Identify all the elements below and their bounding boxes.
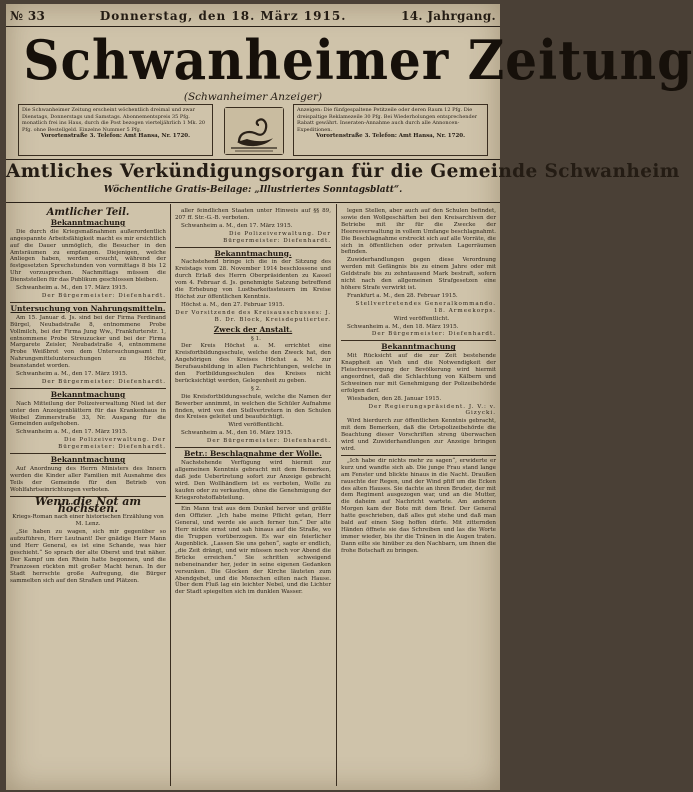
col3-place: Frankfurt a. M., den 28. Februar 1915.: [347, 292, 458, 299]
col2-intro-signature: Die Polizeiverwaltung. Der Bürgermeister: Diefenhardt.: [223, 230, 331, 244]
notice-4-text: Auf Anordnung des Herrn Ministers des Innern werden die Kinder aller Familien mit Ausnahme des Teils der Gemeinde für den Betrieb von Wohlfahrtseinrichtungen verboten.: [10, 466, 166, 493]
masthead-subtitle: (Schwanheimer Anzeiger): [183, 91, 323, 103]
notice-3-date: Schwanheim a. M., den 17. März 1915.: [16, 429, 128, 436]
col3-notice-place: Wiesbaden, den 28. Januar 1915.: [347, 395, 442, 402]
col3-notice-title: Bekanntmachung: [381, 342, 456, 352]
divider: [175, 503, 331, 504]
divider: [341, 455, 496, 456]
divider: [341, 340, 496, 341]
issue-number: № 33: [10, 9, 46, 23]
volume-year: 14. Jahrgang.: [401, 9, 496, 23]
col2-notice-1-place: Höchst a. M., den 27. Februar 1915.: [181, 301, 285, 308]
subscription-address: Vorortenstraße 3. Telefon: Amt Hansa, Nr. 1720.: [40, 133, 191, 139]
wool-notice-text: Nachstehende Verfügung wird hiermit zur allgemeinen Kenntnis gebracht mit dem Bemerken, daß jede Uebertretung sofort zur Anzeige gebracht wird. Den Wollhändlern ist es verboten, Wolle zu kaufen oder zu verkaufen, ohne die Genehmigung der Kriegsrohstoffabteilung.: [175, 460, 331, 501]
col3-notice-signature: Der Regierungspräsident. J. V.: v. Gizycki.: [368, 403, 496, 417]
notice-3-text: Nach Mitteilung der Polizeiverwaltung Nied ist der unter den Anzeigenblättern für das Krankenhaus in Weibel Zimmerstraße 33, Nr. Ausgang für die Gemeinden aufgehoben.: [10, 400, 166, 428]
subscription-text: Die Schwanheimer Zeitung erscheint wöchentlich dreimal und zwar Dienstags, Donnerstags und Samstags. Abonnementspreis 35 Pfg. monatlich frei ins Haus, durch die Post bezogen vierteljährlich 1 Mk. 20 Pfg. ohne Bestellgeld. Einzelne Nummer 5 Pfg.: [22, 107, 206, 133]
divider: [175, 247, 331, 248]
col3-decree: Wird veröffentlicht.: [393, 315, 450, 322]
col2-decree-signature: Der Bürgermeister: Diefenhardt.: [206, 438, 331, 445]
col3-novel-text: „Ich habe dir nichts mehr zu sagen“, erwiderte er kurz und wandte sich ab. Die junge Frau stand lange am Fenster und blickte hinaus in die Nacht. Draußen rauschte der Regen, und der Wind pfiff um die Ecken des alten Hauses. Sie dachte an ihren Bruder, der mit dem Regiment ausgezogen war, und an die Mutter, die daheim auf Nachricht wartete. Am anderen Morgen kam der Bote mit dem Brief. Der General hatte geschrieben, daß alles gut stehe und daß man bald auf einen Sieg hoffen dürfe. Mit zitternden Händen öffnete sie das Schreiben und las die Worte immer wieder, bis ihr die Tränen in die Augen traten. Dann eilte sie hinüber zu den Nachbarn, um ihnen die frohe Botschaft zu bringen.: [341, 457, 496, 554]
body-top-rule: [6, 202, 500, 203]
notice-2-signature: Der Bürgermeister: Diefenhardt.: [41, 378, 166, 385]
col3-notice-text: Mit Rücksicht auf die zur Zeit bestehende Knappheit an Vieh und die Notwendigkeit der Fleischversorgung der Bevölkerung wird hiermit angeordnet, daß die Schlachtung von Kälbern und Schweinen nur mit Genehmigung der Polizeibehörde erfolgen darf.: [341, 353, 496, 394]
notice-1-text: Die durch die Kriegsmaßnahmen außerordentlich angespannte Arbeitsfähigkeit macht es mir ersichtlich auf die Dauer unmöglich, die Besucher in den Amtsräumen zu empfangen. Diejenigen, welche Anliegen haben, werden ersucht, während der festgesetzten Sprechstunden von vormittags 8 bis 12 Uhr vorzusprechen. Nachmittags müssen die Dienststellen für das Publikum geschlossen bleiben.: [10, 228, 166, 284]
serial-novel-text: „Sie haben zu wagen, sich mir gegenüber so aufzuführen, Herr Leutnant! Der gnädige Herr Mann und Herr General, es ist eine Schande, was hier geschieht.“ So sprach der alte Oberst und trat näher. Der Kampf um den Rhein hatte begonnen, und die Franzosen rückten mit großer Macht heran. In der Stadt herrschte große Aufregung, die Bürger sammelten sich auf den Straßen und Plätzen.: [10, 529, 166, 584]
wool-notice-title: Betr.: Beschlagnahme der Wolle.: [184, 449, 322, 459]
statute-purpose-heading: Zweck der Anstalt.: [213, 324, 293, 334]
divider: [10, 453, 166, 454]
col2-decree: Wird veröffentlicht.: [228, 422, 284, 429]
notice-3-title: Bekanntmachung: [50, 389, 126, 399]
col2-notice-1-text: Nachstehend bringe ich die in der Sitzung des Kreistags vom 28. November 1914 beschlossene und durch Erlaß des Herrn Oberpräsidenten zu Kassel vom 4. Februar d. Js. genehmigte Satzung betreffend die Erhebung von Lustbarkeitssteuern im Kreise Höchst zur öffentlichen Kenntnis.: [175, 259, 331, 300]
notice-2-title: Untersuchung von Nahrungsmitteln.: [10, 303, 166, 313]
column-2: [175, 208, 331, 786]
col3-text-3: Wird hierdurch zur öffentlichen Kenntnis gebracht, mit dem Bemerken, daß die Ortspolizeibehörde die Beachtung dieser Vorschriften streng überwachen wird und Zuwiderhandlungen zur Anzeige bringen wird.: [341, 418, 496, 452]
notice-2-text: Am 15. Januar d. Js. sind bei der Firma Ferdinand Bürgel, Neubadstraße 8, entnommene Probe Vollmilch, bei der Firma Jung Ww., Frankfurterstr. 1, entnommene Probe Streuzucker und bei der Firma Margarete Zeisler, Neubadstraße 4, entnommene Probe Weißbrot von dem Untersuchungsamt für Nahrungsmitteluntersuchungen zu Höchst, beanstandet worden.: [10, 314, 166, 370]
notice-2-date: Schwanheim a. M., den 17. März 1915.: [16, 371, 128, 378]
paragraph-1-text: Der Kreis Höchst a. M. errichtet eine Kreisfortbildungsschule, welche den Zweck hat, den Angehörigen des Kreises Höchst a. M. zur Berufsausbildung in allen Fachrichtungen, welche in den Fortbildungsschulen des Kreises nicht berücksichtigt werden, Gelegenheit zu geben.: [175, 343, 331, 384]
column-divider-2: [336, 204, 337, 786]
notice-4-title: Bekanntmachung: [50, 455, 126, 465]
subscription-info-box: [18, 104, 213, 156]
issue-date: Donnerstag, den 18. März 1915.: [99, 9, 347, 23]
notice-1-signature: Der Bürgermeister: Diefenhardt.: [41, 292, 166, 299]
newspaper-page: [6, 4, 693, 790]
advertising-info-box: [293, 104, 488, 156]
col2-notice-1-title: Bekanntmachung.: [214, 248, 292, 258]
notice-1-date: Schwanheim a. M., den 17. März 1915.: [16, 285, 128, 292]
col3-text-2: Zuwiderhandlungen gegen diese Verordnung werden mit Gefängnis bis zu einem Jahre oder mit Geldstrafe bis zu zehntausend Mark bestraft, sofern nicht nach den allgemeinen Strafgesetzen eine höhere Strafe verwirkt ist.: [341, 257, 496, 291]
weekly-supplement-line: Wöchentliche Gratis-Beilage: „Illustriertes Sonntagsblatt“.: [103, 185, 403, 195]
serial-novel-subtitle: Kriegs-Roman nach einer historischen Erzählung von M. Lenz.: [12, 514, 164, 528]
notice-1-title: Bekanntmachung: [50, 217, 126, 227]
col3-decree-signature: Der Bürgermeister: Diefenhardt.: [371, 331, 496, 338]
column-divider-1: [170, 204, 171, 786]
paragraph-2-number: § 2.: [251, 385, 261, 392]
header-topline: [6, 6, 500, 26]
col2-decree-date: Schwanheim a. M., den 16. März 1915.: [181, 430, 293, 437]
advertising-address: Vorortenstraße 3. Telefon: Amt Hansa, Nr. 1720.: [315, 133, 466, 139]
swan-emblem-icon: [224, 107, 284, 155]
paragraph-1-number: § 1.: [251, 335, 261, 342]
column-3: [341, 208, 496, 786]
serial-novel-title: Wenn die Not am höchsten.: [34, 494, 142, 515]
col2-intro: aller feindlichen Staaten unter Hinweis auf §§ 89, 207 ff. Str.-G.-B. verboten.: [175, 208, 331, 221]
col2-intro-date: Schwanheim a. M., den 17. März 1915.: [181, 222, 293, 229]
divider: [175, 447, 331, 448]
column-1: [10, 208, 166, 786]
organ-top-rule: [6, 159, 500, 160]
col3-signature: Stellvertretendes Generalkommando. 18. Armeekorps.: [355, 300, 496, 314]
masthead-title: Schwanheimer Zeitung: [23, 28, 693, 92]
divider: [10, 388, 166, 389]
paragraph-2-text: Die Kreisfortbildungsschule, welche die Namen der Bewerber annimmt, in welchen die Schüler Aufnahme finden, wird von den Stellvertretern in den Schulen des Kreises geleitet und beaufsichtigt.: [175, 393, 331, 421]
divider: [10, 302, 166, 303]
official-section-heading: Amtlicher Teil.: [46, 207, 130, 218]
advertising-text: Anzeigen: Die fünfgespaltene Petitzeile oder deren Raum 12 Pfg. Die dreispaltige Reklamezeile 30 Pfg. Bei Wiederholungen entsprechender Rabatt gewährt. Inseraten-Annahme auch durch alle Annoncen-Expeditionen.: [297, 107, 478, 133]
col2-notice-1-signature: Der Vorsitzende des Kreisausschusses: J. B. Dr. Block, Kreisdeputierter.: [175, 309, 331, 323]
col3-decree-date: Schwanheim a. M., den 18. März 1915.: [347, 323, 459, 330]
official-organ-heading: Amtliches Verkündigungsorgan für die Gemeinde Schwanheim: [6, 161, 680, 182]
col3-text-1: legen Stellen, aber auch auf den Schulen befindet, sowie den Wollgeschäften bei den Kreisarchiven der Betriebe mit ihr für die Zwecke der Heeresverwaltung in vollem Umfange beschlagnahmt. Die Beschlagnahme erstreckt sich auf alle Vorräte, die sich in öffentlichen oder privaten Lagerräumen befinden.: [341, 208, 496, 256]
notice-3-signature: Die Polizeiverwaltung. Der Bürgermeister: Diefenhardt.: [58, 437, 166, 451]
col2-novel-text: Ein Mann trat aus dem Dunkel hervor und grüßte den Offizier. „Ich habe meine Pflicht getan, Herr General, und werde sie auch ferner tun.“ Der alte Herr nickte ernst und sah hinaus auf die Straße, wo die Truppen vorüberzogen. Es war ein feierlicher Augenblick. „Lassen Sie uns gehen“, sagte er endlich, „die Zeit drängt, und wir müssen noch vor Abend die Brücke erreichen.“ Sie schritten schweigend nebeneinander her, jeder in seine eigenen Gedanken versunken. Die Glocken der Kirche läuteten zum Abendgebet, und die Menschen eilten nach Hause. Über dem Fluß lag ein leichter Nebel, und die Lichter der Stadt spiegelten sich im dunklen Wasser.: [175, 506, 331, 596]
